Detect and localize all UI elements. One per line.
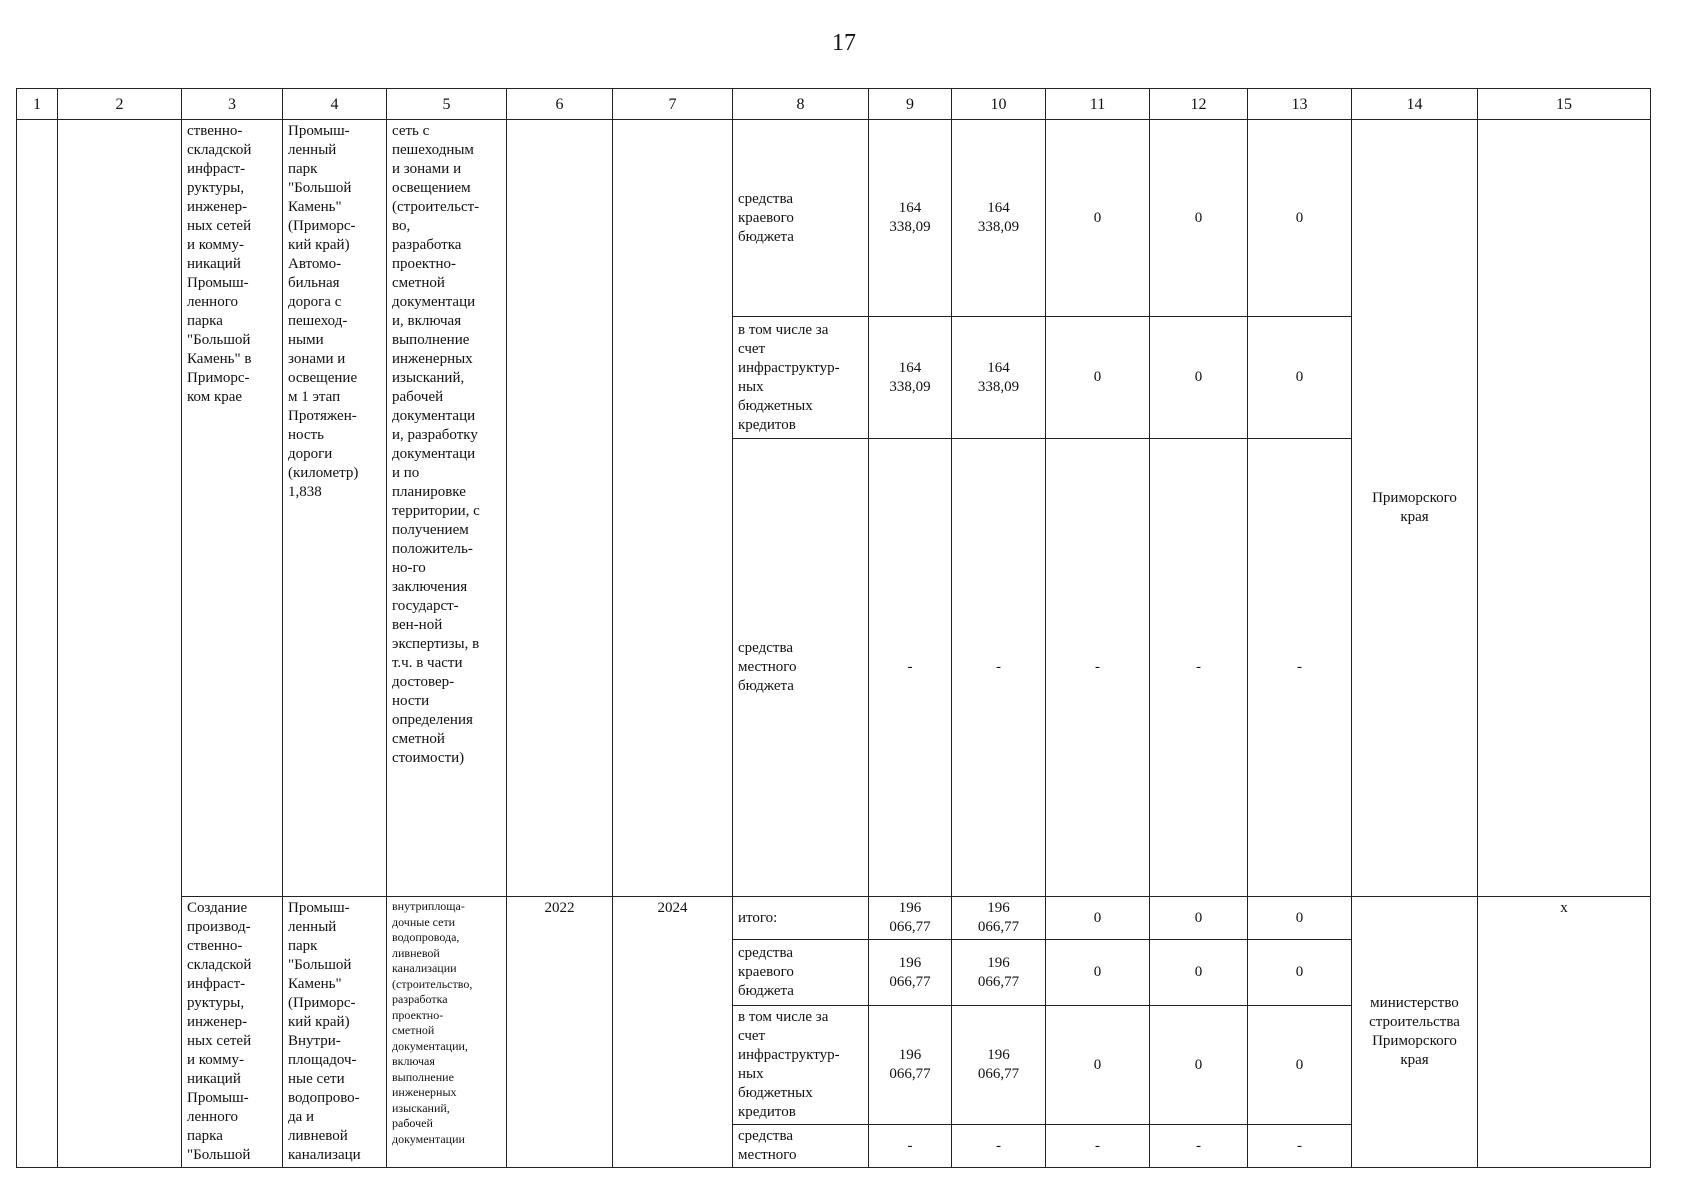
column-header: 7 (613, 89, 733, 120)
column-header: 11 (1046, 89, 1150, 120)
amount-year-cell: 164 338,09 (952, 120, 1046, 317)
amount-total-cell: 196 066,77 (869, 1006, 952, 1125)
amount-cell: 0 (1046, 120, 1150, 317)
column-header: 15 (1478, 89, 1651, 120)
amount-cell: - (1150, 1125, 1248, 1168)
item-name-cell (58, 120, 182, 1168)
amount-cell: - (1150, 439, 1248, 897)
column-header: 5 (387, 89, 507, 120)
start-year-cell (507, 120, 613, 897)
table-row (17, 120, 1651, 317)
responsible-executor-cell: министерство строительства Приморского края (1352, 897, 1478, 1168)
object-cell: Промыш- ленный парк "Большой Камень" (Приморс- кий край) Внутри- площадоч- ные сети водопрово- да и ливневой канализаци (283, 897, 387, 1168)
amount-cell: 0 (1150, 897, 1248, 940)
amount-total-cell: - (869, 1125, 952, 1168)
column-header: 14 (1352, 89, 1478, 120)
funding-source-label: средства краевого бюджета (733, 940, 869, 1006)
activity-name-cell: ственно- складской инфраст- руктуры, инженер- ных сетей и комму- никаций Промыш- ленного парка "Большой Камень" в Приморс- ком крае (182, 120, 283, 897)
funding-source-label: итого: (733, 897, 869, 940)
funding-source-label: в том числе за счет инфраструктур- ных бюджетных кредитов (733, 1006, 869, 1125)
page-number: 17 (832, 30, 856, 56)
indicator-cell (1478, 120, 1651, 897)
amount-cell: 0 (1150, 317, 1248, 439)
work-description-cell: внутриплоща- дочные сети водопровода, ливневой канализации (строительство, разработка проектно- сметной документации, включая выполнение инженерных изысканий, рабочей документации (387, 897, 507, 1168)
amount-cell: - (1046, 1125, 1150, 1168)
funding-source-label: в том числе за счет инфраструктур- ных бюджетных кредитов (733, 317, 869, 439)
column-header: 9 (869, 89, 952, 120)
column-header: 1 (17, 89, 58, 120)
amount-cell: 0 (1150, 1006, 1248, 1125)
table-row (17, 897, 1651, 940)
amount-cell: 0 (1150, 120, 1248, 317)
program-table (16, 88, 1651, 1168)
amount-cell: 0 (1046, 1006, 1150, 1125)
amount-cell: - (1248, 1125, 1352, 1168)
column-header: 6 (507, 89, 613, 120)
amount-year-cell: - (952, 1125, 1046, 1168)
end-year-cell: 2024 (613, 897, 733, 1168)
funding-source-label: средства местного бюджета (733, 439, 869, 897)
column-header: 3 (182, 89, 283, 120)
column-header: 12 (1150, 89, 1248, 120)
activity-name-cell: Создание производ- ственно- складской инфраст- руктуры, инженер- ных сетей и комму- никаций Промыш- ленного парка "Большой (182, 897, 283, 1168)
amount-total-cell: - (869, 439, 952, 897)
funding-source-label: средства местного (733, 1125, 869, 1168)
amount-cell: 0 (1150, 940, 1248, 1006)
object-cell: Промыш- ленный парк "Большой Камень" (Приморс- кий край) Автомо- бильная дорога с пешеход- ными зонами и освещение м 1 этап Протяжен- ность дороги (километр) 1,838 (283, 120, 387, 897)
responsible-executor-cell: Приморского края (1352, 120, 1478, 897)
amount-cell: - (1248, 439, 1352, 897)
column-header: 13 (1248, 89, 1352, 120)
amount-cell: 0 (1046, 940, 1150, 1006)
column-header: 2 (58, 89, 182, 120)
funding-source-label: средства краевого бюджета (733, 120, 869, 317)
column-header: 10 (952, 89, 1046, 120)
amount-year-cell: 196 066,77 (952, 1006, 1046, 1125)
start-year-cell: 2022 (507, 897, 613, 1168)
amount-cell: 0 (1248, 940, 1352, 1006)
amount-total-cell: 196 066,77 (869, 940, 952, 1006)
work-description-cell: сеть с пешеходным и зонами и освещением (строительст- во, разработка проектно- сметной документаци и, включая выполнение инженерных изысканий, рабочей документаци и, разработку документаци и по планировке территории, с получением положитель- но-го заключения государст- вен-ной экспертизы, в т.ч. в части достовер- ности определения сметной стоимости) (387, 120, 507, 897)
indicator-cell: х (1478, 897, 1651, 1168)
amount-year-cell: - (952, 439, 1046, 897)
column-number-row (17, 89, 1651, 120)
amount-total-cell: 164 338,09 (869, 317, 952, 439)
end-year-cell (613, 120, 733, 897)
column-header: 8 (733, 89, 869, 120)
amount-cell: - (1046, 439, 1150, 897)
amount-cell: 0 (1248, 120, 1352, 317)
column-header: 4 (283, 89, 387, 120)
amount-year-cell: 164 338,09 (952, 317, 1046, 439)
amount-cell: 0 (1248, 1006, 1352, 1125)
amount-cell: 0 (1248, 897, 1352, 940)
amount-total-cell: 164 338,09 (869, 120, 952, 317)
amount-year-cell: 196 066,77 (952, 940, 1046, 1006)
amount-cell: 0 (1248, 317, 1352, 439)
amount-cell: 0 (1046, 897, 1150, 940)
amount-total-cell: 196 066,77 (869, 897, 952, 940)
amount-year-cell: 196 066,77 (952, 897, 1046, 940)
amount-cell: 0 (1046, 317, 1150, 439)
row-number-cell (17, 120, 58, 1168)
